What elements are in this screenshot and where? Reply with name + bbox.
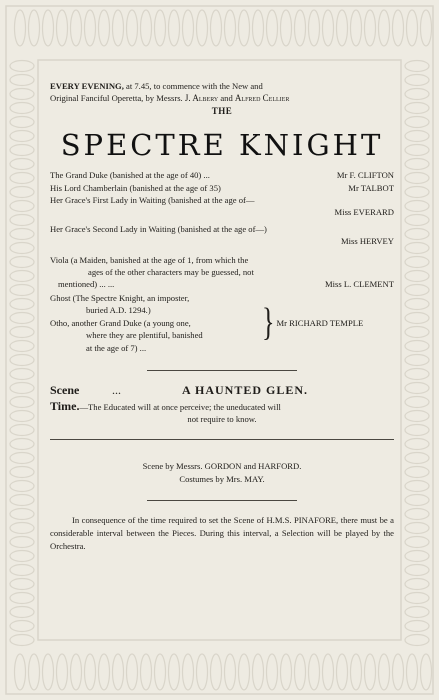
border-loop [295,654,306,690]
border-loop [407,10,418,46]
border-loop [10,313,34,324]
border-loop [71,654,82,690]
divider-rule-2 [50,439,394,440]
border-loop [141,654,152,690]
cast-second-lady [50,223,394,248]
page-title: SPECTRE KNIGHT [60,128,384,163]
time-paragraph [50,400,394,425]
border-loop [127,10,138,46]
border-loop [10,257,34,268]
border-loop [405,411,429,422]
cast-grand-duke [50,169,394,181]
border-loop [10,159,34,170]
border-loop [323,10,334,46]
border-loop [141,10,152,46]
role-second-lady: Her Grace's Second Lady in Waiting (banished at the age of—) [50,223,267,234]
border-loop [57,654,68,690]
actor-temple: Mr RICHARD TEMPLE [276,317,364,328]
the-label: THE [211,105,233,116]
scene-dots: ... [112,382,121,397]
border-loop [10,565,34,576]
border-loop [393,10,404,46]
scene-line [50,384,394,396]
border-loop [225,654,236,690]
border-loop [155,10,166,46]
border-loop [405,271,429,282]
border-loop [421,654,432,690]
intro-and: and [218,93,235,104]
border-loop [10,285,34,296]
border-loop [405,593,429,604]
border-loop [405,453,429,464]
border-loop [405,523,429,534]
time-line1: —The Educated will at once perceive; the uneducated will [79,402,281,413]
border-loop [10,117,34,128]
border-loop [43,10,54,46]
border-loop [10,173,34,184]
border-loop [405,145,429,156]
border-loop [10,131,34,142]
border-loop [407,654,418,690]
intro-paragraph [50,80,394,105]
border-loop [10,411,34,422]
border-loop [10,89,34,100]
actor-clement: Miss L. CLEMENT [325,279,394,290]
border-loop [10,425,34,436]
border-loop [10,537,34,548]
interval-note: In consequence of the time required to set the Scene of H.M.S. PINAFORE, there must be a considerable interval between the Pieces. During this interval, a Selection will be played by the Orchestra. [50,515,394,551]
divider-rule-3 [147,500,297,501]
cast-viola [50,254,394,291]
credit-scene: Scene by Messrs. GORDON and HARFORD. [142,461,302,472]
role-otho-line1: Otho, another Grand Duke (a young one, [50,317,191,328]
border-loop [113,10,124,46]
cast-first-lady [50,194,394,219]
border-loop [85,654,96,690]
actor-clifton: Mr F. CLIFTON [336,170,394,181]
actor-talbot: Mr TALBOT [348,182,394,193]
border-loop [405,425,429,436]
author-albery: J. Albery [184,93,219,104]
ghost-otho-roles [50,292,260,354]
border-loop [405,383,429,394]
cast-chamberlain [50,182,394,194]
border-loop [281,10,292,46]
border-loop [405,299,429,310]
border-loop [405,313,429,324]
actor-hervey: Miss HERVEY [340,236,394,247]
border-loop [281,654,292,690]
border-loop [10,579,34,590]
border-loop [10,369,34,380]
border-loop [405,187,429,198]
intro-line2: Original Fanciful Operetta, by Messrs. [50,93,185,104]
role-viola-line3 [50,278,394,290]
border-loop [405,551,429,562]
border-loop [405,89,429,100]
border-loop [10,621,34,632]
border-loop [337,10,348,46]
border-loop [239,10,250,46]
border-loop [309,654,320,690]
border-loop [29,654,40,690]
border-loop [10,523,34,534]
border-loop [10,299,34,310]
border-loop [57,10,68,46]
border-loop [267,10,278,46]
border-loop [405,131,429,142]
scene-value: A HAUNTED GLEN. [182,382,309,397]
border-loop [337,654,348,690]
border-loop [405,257,429,268]
intro-every-evening: EVERY EVENING, [50,81,124,91]
border-loop [267,654,278,690]
divider-rule-1 [147,370,297,371]
border-loop [10,201,34,212]
border-loop [405,173,429,184]
border-loop [10,397,34,408]
border-loop [405,215,429,226]
time-line2: not require to know. [187,414,257,425]
border-loop [10,467,34,478]
border-loop [405,369,429,380]
border-loop [323,654,334,690]
border-loop [295,10,306,46]
border-loop [10,383,34,394]
border-loop [405,159,429,170]
border-loop [10,607,34,618]
border-loop [405,75,429,86]
border-loop [405,621,429,632]
actor-everard: Miss EVERARD [334,207,394,218]
border-loop [405,607,429,618]
border-loop [10,593,34,604]
credits [50,460,394,486]
border-loop [405,579,429,590]
border-loop [379,654,390,690]
border-loop [197,654,208,690]
border-loop [29,10,40,46]
border-loop [405,229,429,240]
scene-label: Scene [50,382,80,397]
border-loop [71,10,82,46]
border-loop [15,654,26,690]
border-loop [309,10,320,46]
border-loop [405,635,429,646]
border-loop [10,271,34,282]
border-loop [10,145,34,156]
programme-content [50,80,394,552]
border-loop [155,654,166,690]
time-label: Time. [50,399,80,414]
border-loop [10,327,34,338]
border-loop [10,61,34,72]
border-loop [10,341,34,352]
border-loop [253,10,264,46]
role-viola-line2: ages of the other characters may be guessed, not [88,267,254,278]
border-loop [379,10,390,46]
border-loop [169,654,180,690]
border-loop [405,467,429,478]
border-loop [183,654,194,690]
border-loop [405,495,429,506]
border-loop [10,453,34,464]
border-loop [405,355,429,366]
border-loop [10,187,34,198]
border-loop [127,654,138,690]
border-loop [405,439,429,450]
border-loop [365,654,376,690]
border-loop [405,201,429,212]
border-loop [10,635,34,646]
role-ghost-line2: buried A.D. 1294.) [86,305,151,316]
role-first-lady: Her Grace's First Lady in Waiting (banished at the age of— [50,195,255,206]
cast-ghost-otho [50,292,394,354]
border-loop [405,397,429,408]
role-ghost-line1: Ghost (The Spectre Knight, an imposter, [50,292,190,303]
role-viola-line1: Viola (a Maiden, banished at the age of 1, from which the [50,254,249,265]
border-loop [351,654,362,690]
border-loop [253,654,264,690]
role-otho-line2: where they are plentiful, banished [86,330,203,341]
border-loop [405,61,429,72]
border-loop [211,654,222,690]
border-loop [405,243,429,254]
border-loop [405,481,429,492]
border-loop [169,10,180,46]
border-loop [10,551,34,562]
border-loop [10,215,34,226]
border-loop [239,654,250,690]
author-cellier: Alfred Cellier [234,93,290,104]
border-loop [405,509,429,520]
border-loop [405,285,429,296]
border-loop [10,495,34,506]
border-loop [393,654,404,690]
border-loop [15,10,26,46]
border-loop [405,103,429,114]
border-loop [365,10,376,46]
border-loop [10,229,34,240]
border-loop [351,10,362,46]
role-chamberlain: His Lord Chamberlain (banished at the age of 35) [50,182,221,193]
border-loop [405,117,429,128]
border-loop [405,565,429,576]
border-loop [113,654,124,690]
border-loop [10,439,34,450]
border-loop [10,243,34,254]
border-loop [405,341,429,352]
border-loop [225,10,236,46]
border-loop [10,509,34,520]
border-loop [10,75,34,86]
border-loop [421,10,432,46]
border-loop [197,10,208,46]
role-otho-line3: at the age of 7) ... [86,342,147,353]
border-loop [99,10,110,46]
border-loop [10,355,34,366]
border-loop [43,654,54,690]
border-loop [99,654,110,690]
border-loop [183,10,194,46]
intro-line1: at 7.45, to commence with the New and [123,81,263,91]
border-loop [405,327,429,338]
border-loop [405,537,429,548]
border-loop [85,10,96,46]
credit-costumes: Costumes by Mrs. MAY. [179,474,265,485]
border-loop [211,10,222,46]
role-viola-mentioned: mentioned) ... ... [58,279,115,290]
border-loop [10,481,34,492]
right-brace: } [262,300,275,344]
role-grand-duke: The Grand Duke (banished at the age of 40) ... [50,170,210,181]
border-loop [10,103,34,114]
